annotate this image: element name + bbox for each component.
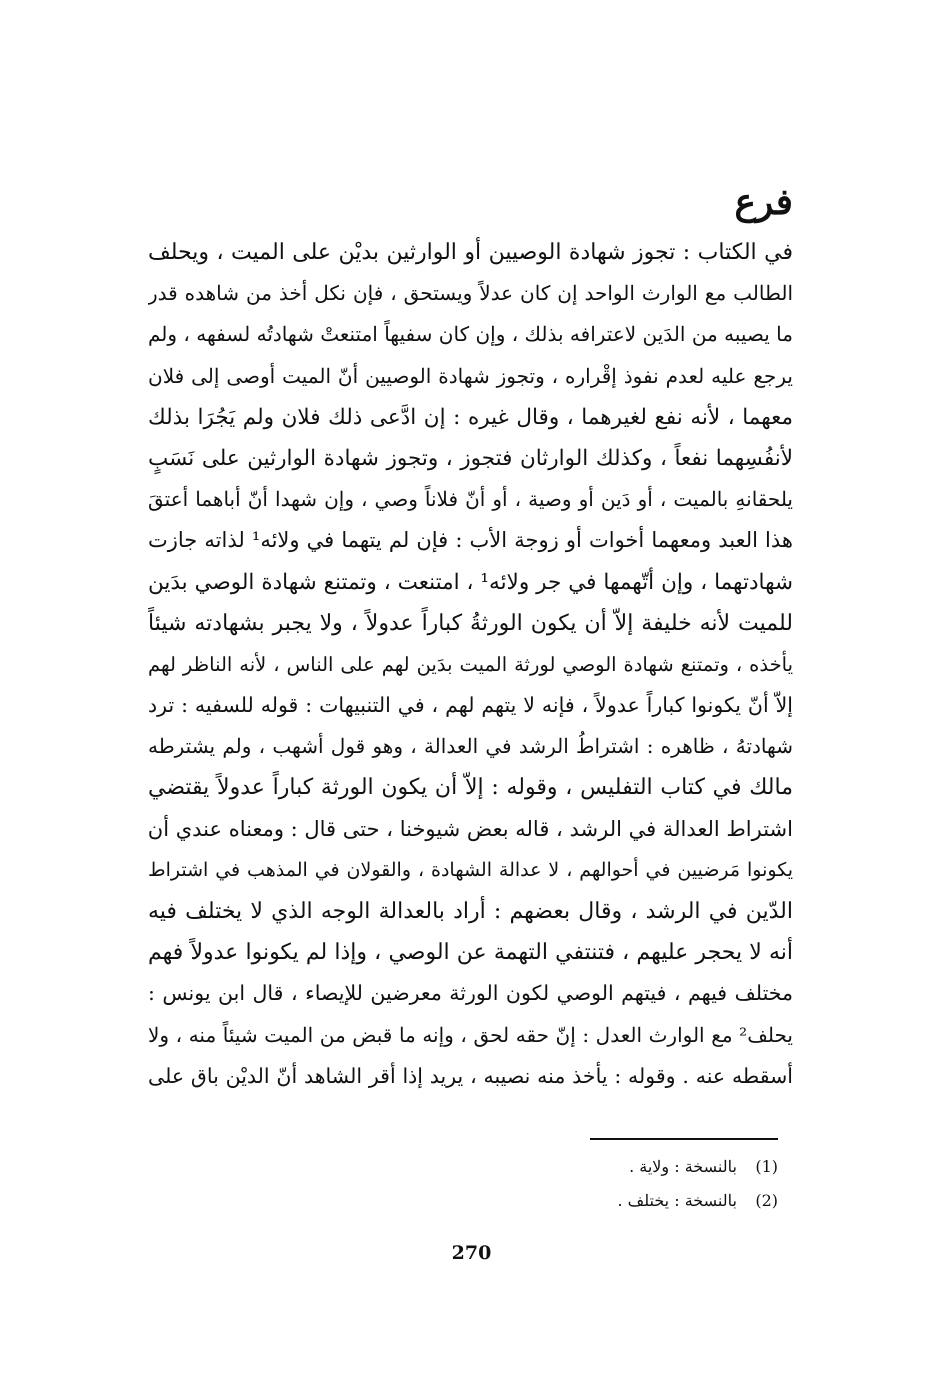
text-line: مختلف فيهم ، فيتهم الوصي لكون الورثة معرضين للإيصاء ، قال ابن يونس :: [148, 981, 793, 1006]
footnote-divider: [590, 1138, 778, 1140]
section-heading: فرع: [734, 181, 793, 223]
text-line: معهما ، لأنه نفع لغيرهما ، وقال غيره : إن ادَّعى ذلك فلان ولم يَجُرَا بذلك: [148, 404, 793, 430]
footnote-number: (1): [755, 1157, 778, 1176]
text-line: أسقطه عنه . وقوله : يأخذ منه نصيبه ، يريد إذا أقر الشاهد أنّ الديْن باق على: [148, 1063, 793, 1088]
text-line: اشتراط العدالة في الرشد ، قاله بعض شيوخنا ، حتى قال : ومعناه عندي أن: [148, 816, 793, 841]
text-line: يلحقانهِ بالميت ، أو دَين أو وصية ، أو أنّ فلاناً وصي ، وإن شهدا أنّ أباهما أعتقَ: [148, 487, 793, 512]
text-line: لأنفُسِهما نفعاً ، وكذلك الوارثان فتجوز ، وتجوز شهادة الوارثين على نَسَبٍ: [148, 445, 793, 471]
text-line: الدّين في الرشد ، وقال بعضهم : أراد بالعدالة الوجه الذي لا يختلف فيه: [148, 899, 793, 924]
footnote-item: [617, 1184, 778, 1218]
text-line: يرجع عليه لعدم نفوذ إقْراره ، وتجوز شهادة الوصيين أنّ الميت أوصى إلى فلان: [148, 363, 793, 388]
footnote-text: بالنسخة : ولاية .: [629, 1157, 737, 1176]
text-line: يأخذه ، وتمتنع شهادة الوصي لورثة الميت بدَين لهم على الناس ، لأنه الناظر لهم: [148, 652, 793, 676]
text-line: يحلف² مع الوارث العدل : إنّ حقه لحق ، وإنه ما قبض من الميت شيئاً منه ، ولا: [148, 1022, 793, 1047]
page-number: 270: [451, 1242, 492, 1264]
body-text: [148, 232, 793, 1097]
text-line: ما يصيبه من الدَين لاعترافه بذلك ، وإن كان سفيهاً امتنعتْ شهادتُه لسفهه ، ولم: [148, 322, 793, 347]
text-line: هذا العبد ومعهما أخوات أو زوجة الأب : فإن لم يتهما في ولائه¹ لذاته جازت: [148, 528, 793, 553]
text-line: إلاّ أنّ يكونوا كباراً عدولاً ، فإنه لا يتهم لهم ، في التنبيهات : قوله للسفيه : ترد: [148, 693, 793, 718]
text-line: يكونوا مَرضيين في أحوالهم ، لا عدالة الشهادة ، والقولان في المذهب في اشتراط: [148, 858, 793, 881]
text-line: في الكتاب : تجوز شهادة الوصيين أو الوارثين بديْن على الميت ، ويحلف: [148, 240, 793, 265]
text-line: أنه لا يحجر عليهم ، فتنتفي التهمة عن الوصي ، وإذا لم يكونوا عدولاً فهم: [148, 940, 793, 966]
footnote-number: (2): [755, 1191, 778, 1210]
text-line: شهادتهُ ، ظاهره : اشتراطُ الرشد في العدالة ، وهو قول أشهب ، ولم يشترطه: [148, 734, 793, 759]
text-line: شهادتهما ، وإن أتّهمها في جر ولائه¹ ، امتنعت ، وتمتنع شهادة الوصي بدَين: [148, 569, 793, 595]
text-line: للميت لأنه خليفة إلاّ أن يكون الورثةُ كباراً عدولاً ، ولا يجبر بشهادته شيئاً: [148, 610, 793, 636]
footnote-item: [617, 1150, 778, 1184]
footnotes: [617, 1150, 778, 1218]
footnote-text: بالنسخة : يختلف .: [617, 1191, 737, 1210]
text-line: الطالب مع الوارث الواحد إن كان عدلاً ويستحق ، فإن نكل أخذ من شاهده قدر: [148, 281, 793, 306]
text-line: مالك في كتاب التفليس ، وقوله : إلاّ أن يكون الورثة كباراً عدولاً يقتضي: [148, 775, 793, 801]
